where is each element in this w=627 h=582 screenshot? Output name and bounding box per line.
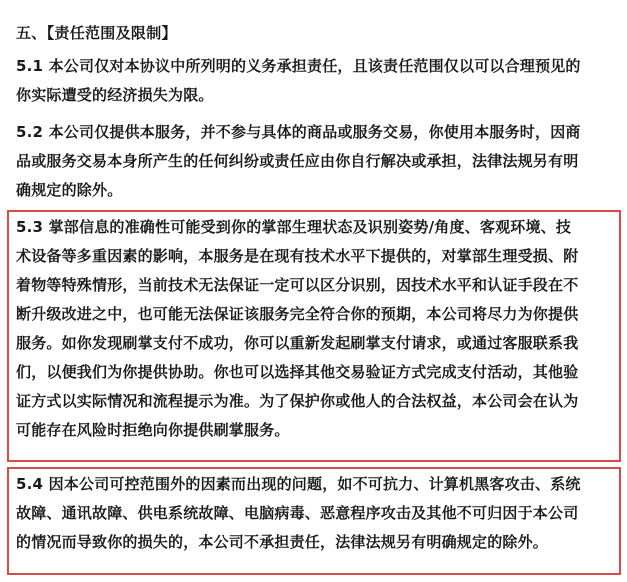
paragraph-5-1 (16, 52, 612, 110)
paragraph-line: 品或服务交易本身所产生的任何纠纷或责任应由你自行解决或承担，法律法规另有明 (16, 152, 579, 170)
paragraph-line: 术设备等多重因素的影响，本服务是在现有技术水平下提供的，对掌部生理受损、附 (16, 247, 579, 265)
paragraph-line: 5.4 因本公司可控范围外的因素而出现的问题，如不可抗力、计算机黑客攻击、系统 (16, 475, 581, 493)
paragraph-line: 故障、通讯故障、供电系统故障、电脑病毒、恶意程序攻击及其他不可归因于本公司 (16, 504, 579, 522)
paragraph-line: 确规定的除外。 (16, 181, 123, 199)
paragraph-line: 5.2 本公司仅提供本服务，并不参与具体的商品或服务交易，你使用本服务时，因商 (16, 123, 581, 141)
paragraph-5-3 (16, 213, 612, 445)
paragraph-line: 你实际遭受的经济损失为限。 (16, 86, 214, 104)
paragraph-line: 的情况而导致你的损失的，本公司不承担责任，法律法规另有明确规定的除外。 (16, 533, 549, 551)
paragraph-line: 着物等特殊情形，当前技术无法保证一定可以区分识别，因技术水平和认证手段在不 (16, 276, 579, 294)
paragraph-line: 可能存在风险时拒绝向你提供刷掌服务。 (16, 421, 290, 439)
paragraph-line: 断升级改进之中，也可能无法保证该服务完全符合你的预期，本公司将尽力为你提供 (16, 305, 579, 323)
paragraph-5-4 (16, 470, 612, 557)
paragraph-line: 服务。如你发现刷掌支付不成功，你可以重新发起刷掌支付请求，或通过客服联系我 (16, 334, 579, 352)
paragraph-line: 证方式以实际情况和流程提示为准。为了保护你或他人的合法权益，本公司会在认为 (16, 392, 579, 410)
paragraph-5-2 (16, 118, 612, 205)
paragraph-line: 们，以便我们为你提供协助。你也可以选择其他交易验证方式完成支付活动，其他验 (16, 363, 579, 381)
paragraph-line: 5.3 掌部信息的准确性可能受到你的掌部生理状态及识别姿势/角度、客观环境、技 (16, 218, 572, 236)
paragraph-line: 5.1 本公司仅对本协议中所列明的义务承担责任，且该责任范围仅以可以合理预见的 (16, 57, 581, 75)
section-title: 五、【责任范围及限制】 (16, 24, 177, 42)
